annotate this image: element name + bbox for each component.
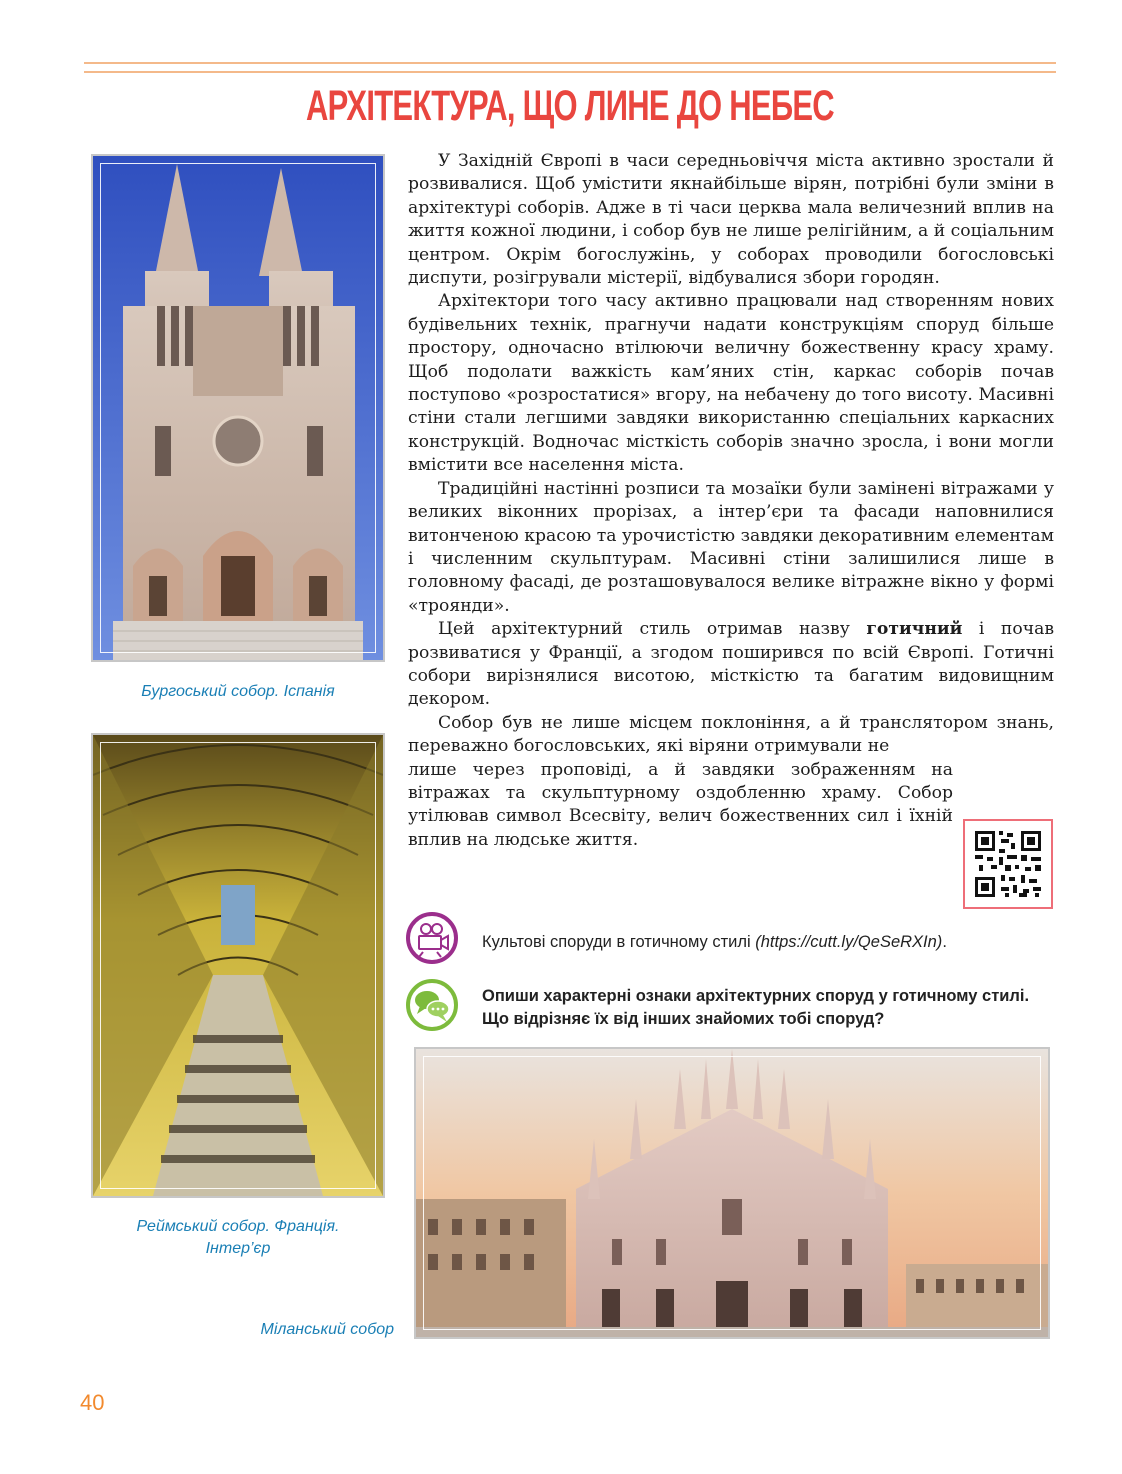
paragraph: Архітектори того часу активно працювали над створенням нових будівельних технік, прагнучи надати конструкціям споруд більше простору, одночасно втілюючи величну божественну красу храму. Щоб подолати важкість кам’яних стін, каркас соборів почав поступово «розростатися» вгору, на небачену до того висоту. Масивні стіни стали легшими завдяки використанню спеціальних каркасних конструкцій. Водночас місткість соборів значно зросла, і вони могли вмістити все населення міста. xyxy=(408,291,1054,476)
video-camera-icon xyxy=(406,912,458,964)
speech-bubbles-icon xyxy=(406,979,458,1031)
discussion-task: Опиши характерні ознаки архітектурних споруд у готичному стилі. Що відрізняє їх від інших знайомих тобі споруд? xyxy=(482,987,1030,1028)
paragraph: У Західній Європі в часи середньовіччя міста активно зростали й розвивалися. Щоб умістити якнайбільше вірян, потрібні були зміни в архітектурі соборів. Адже в ті часи церква мала величезний вплив на життя кожної людини, і собор був не лише релігійним, а й соціальним центром. Окрім богослужінь, у соборах проводили богословські диспути, розігрували містерії, відбувалися збори городян. xyxy=(408,151,1054,289)
burgos-caption: Бургоський собор. Іспанія xyxy=(141,683,335,700)
video-resource-note xyxy=(482,933,1052,952)
burgos-cathedral-photo xyxy=(91,154,385,662)
main-text xyxy=(408,150,1054,852)
milan-caption: Міланський собор xyxy=(260,1321,394,1338)
page-number: 40 xyxy=(80,1390,105,1415)
photo-frame xyxy=(100,742,376,1189)
milan-cathedral-photo xyxy=(414,1047,1050,1339)
qr-code[interactable] xyxy=(963,819,1053,909)
photo-frame xyxy=(100,163,376,653)
reims-interior-photo xyxy=(91,733,385,1198)
page-title: АРХІТЕКТУРА, ЩО ЛИНЕ ДО НЕБЕС xyxy=(306,82,834,130)
paragraph-text: Цей архітектурний стиль отримав назву xyxy=(438,619,867,640)
video-resource-title: Культові споруди в готичному стилі xyxy=(482,933,756,951)
paragraph-continued: лише через проповіді, а й завдяки зображенням на вітражах та скульптурному оздобленню храму. Собор утілював символ Всесвіту, велич божественних сил і їхній вплив на людське життя. xyxy=(408,759,953,850)
paragraph xyxy=(408,618,1054,712)
header-rule-bottom xyxy=(84,71,1056,73)
reims-caption-line1: Реймський собор. Франція. xyxy=(136,1218,340,1235)
reims-caption-line2: Інтер’єр xyxy=(205,1240,271,1257)
paragraph-text: і почав розвиватися у Франції, а згодом поширився по всій Європі. Готичні собори вирізнялися висотою, місткістю та багатим видовищним декором. xyxy=(408,619,1055,710)
photo-frame xyxy=(423,1056,1041,1330)
header-rule-top xyxy=(84,62,1056,64)
key-term: готичний xyxy=(866,619,963,640)
paragraph: Собор був не лише місцем поклоніння, а й транслятором знань, переважно богословських, які віряни отримували не xyxy=(408,712,1054,757)
video-resource-end: . xyxy=(942,933,947,951)
video-resource-link[interactable]: (https://cutt.ly/QeSeRXIn) xyxy=(755,933,943,951)
reims-caption xyxy=(91,1216,385,1260)
paragraph: Традиційні настінні розписи та мозаїки були замінені вітражами у великих віконних прорізах, а інтер’єри та фасади наповнилися витонченою красою та урочистістю завдяки декоративним елементам і численним скульптурам. Масивні стіни залишилися лише в головному фасаді, де розташовувалося велике вітражне вікно у формі «троянди». xyxy=(408,478,1054,616)
